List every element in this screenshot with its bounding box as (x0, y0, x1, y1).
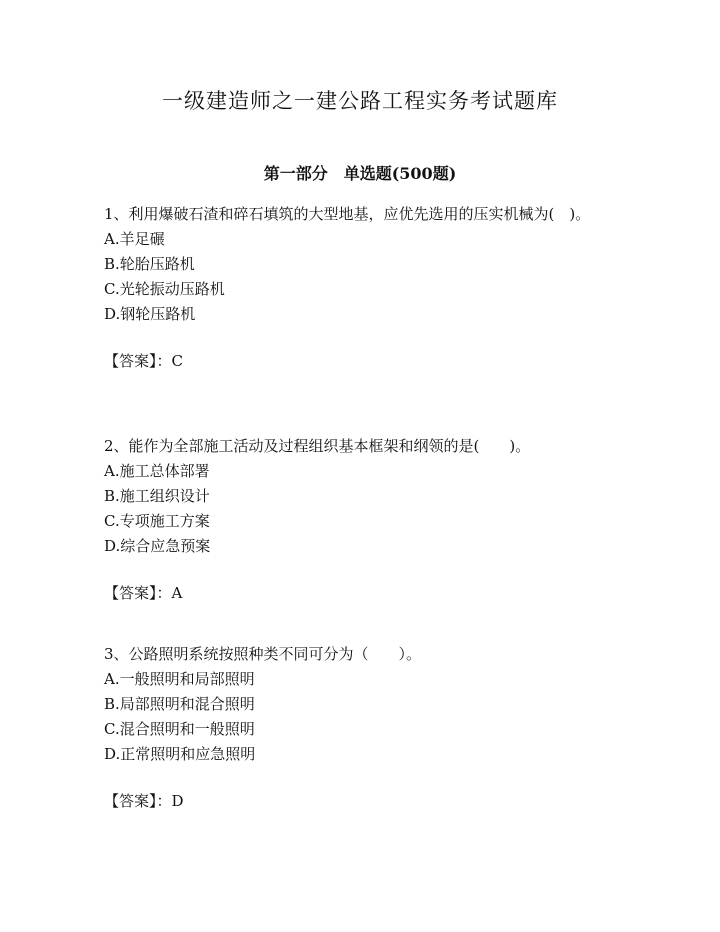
question-stem: 1、利用爆破石渣和碎石填筑的大型地基，应优先选用的压实机械为( )。 (104, 205, 591, 223)
option-b: B.局部照明和混合照明 (104, 695, 255, 713)
option-b: B.施工组织设计 (104, 487, 210, 505)
option-d: D.钢轮压路机 (104, 305, 196, 323)
question-3 (104, 642, 624, 814)
question-1 (104, 202, 624, 374)
question-stem: 2、能作为全部施工活动及过程组织基本框架和纲领的是( )。 (104, 437, 531, 455)
option-a: A.羊足碾 (104, 230, 165, 248)
question-stem: 3、公路照明系统按照种类不同可分为（ ）。 (104, 645, 422, 663)
answer-line: 【答案】：A (104, 584, 183, 602)
document-title: 一级建造师之一建公路工程实务考试题库 (162, 89, 558, 113)
answer-line: 【答案】：D (104, 792, 184, 810)
section-title: 第一部分 单选题(500题) (263, 164, 457, 183)
option-d: D.综合应急预案 (104, 537, 211, 555)
option-c: C.专项施工方案 (104, 512, 210, 530)
option-a: A.施工总体部署 (104, 462, 210, 480)
option-d: D.正常照明和应急照明 (104, 745, 256, 763)
answer-line: 【答案】：C (104, 352, 183, 370)
question-2 (104, 434, 624, 606)
option-c: C.光轮振动压路机 (104, 280, 225, 298)
option-c: C.混合照明和一般照明 (104, 720, 255, 738)
option-b: B.轮胎压路机 (104, 255, 195, 273)
option-a: A.一般照明和局部照明 (104, 670, 255, 688)
